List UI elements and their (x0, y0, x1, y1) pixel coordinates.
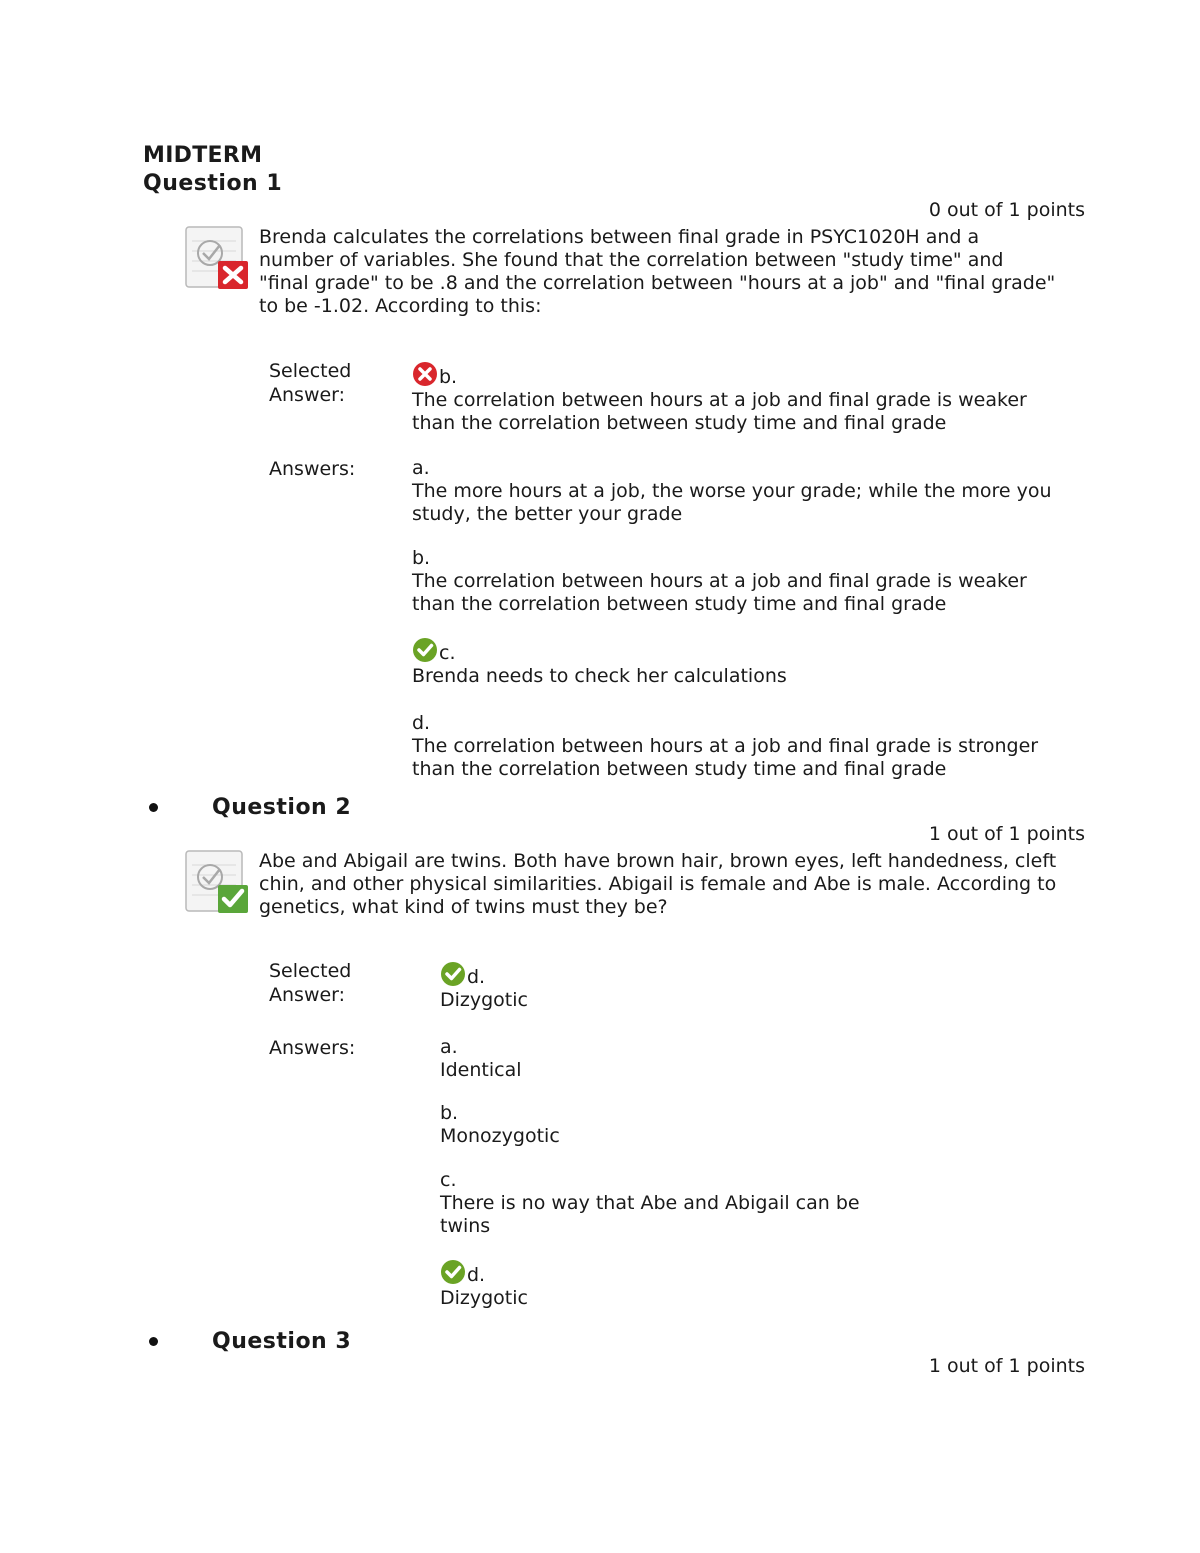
incorrect-mark-icon (412, 361, 438, 387)
question-2-text: Abe and Abigail are twins. Both have brown hair, brown eyes, left handedness, cleft chin, and other physical similarities. Abigail is female and Abe is male. According to genetics, what kind of twins must they be? (259, 850, 1057, 918)
answer-text: Dizygotic (440, 1287, 528, 1309)
answer-text: Monozygotic (440, 1125, 560, 1147)
answer-text: Brenda needs to check her calculations (412, 665, 787, 687)
answer-option (440, 1169, 860, 1238)
bullet (149, 1337, 158, 1346)
answer-text: The more hours at a job, the worse your grade; while the more you study, the better your grade (412, 480, 1052, 525)
selected-answer-label: Selected Answer: (269, 960, 352, 1006)
answer-letter: d. (412, 712, 431, 734)
answer-option-correct (412, 637, 1072, 688)
selected-answer-text: Dizygotic (440, 989, 528, 1011)
answer-letter: a. (440, 1036, 458, 1058)
selected-answer-letter: b. (439, 366, 458, 388)
incorrect-icon (184, 225, 252, 293)
selected-answer-letter: d. (467, 966, 486, 988)
selected-answer (412, 361, 1072, 435)
answer-text: The correlation between hours at a job and final grade is weaker than the correlation between study time and final grade (412, 570, 1027, 615)
correct-mark-icon (440, 1259, 466, 1285)
question-3-points: 1 out of 1 points (928, 1355, 1085, 1377)
correct-icon (184, 849, 252, 917)
question-3-heading: Question 3 (212, 1329, 352, 1354)
answer-letter: b. (412, 547, 431, 569)
answer-text: The correlation between hours at a job and final grade is stronger than the correlation between study time and final grade (412, 735, 1039, 780)
question-2-heading: Question 2 (212, 795, 352, 820)
answer-text: Identical (440, 1059, 522, 1081)
answer-letter: d. (467, 1264, 486, 1286)
answer-letter: c. (440, 1169, 457, 1191)
answer-letter: b. (440, 1102, 459, 1124)
answer-letter: c. (439, 642, 456, 664)
answer-letter: a. (412, 457, 430, 479)
answer-option (440, 1036, 860, 1082)
selected-answer-label: Selected Answer: (269, 360, 352, 406)
question-1-heading: Question 1 (143, 171, 283, 196)
answer-option (412, 712, 1072, 781)
answers-label: Answers: (269, 1037, 356, 1059)
correct-mark-icon (412, 637, 438, 663)
selected-answer (440, 961, 1080, 1012)
selected-answer-text: The correlation between hours at a job and final grade is weaker than the correlation between study time and final grade (412, 389, 1027, 434)
correct-mark-icon (440, 961, 466, 987)
answer-option (412, 457, 1072, 526)
answer-option-correct (440, 1259, 860, 1310)
question-1-points: 0 out of 1 points (928, 199, 1085, 221)
document-title: MIDTERM (143, 143, 263, 168)
answer-text: There is no way that Abe and Abigail can be twins (440, 1192, 860, 1237)
answer-option (412, 547, 1072, 616)
answer-option (440, 1102, 860, 1148)
answers-label: Answers: (269, 458, 356, 480)
question-1-text: Brenda calculates the correlations between final grade in PSYC1020H and a number of variables. She found that the correlation between "study time" and "final grade" to be .8 and the correlation between "hours at a job" and "final grade" to be -1.02. According to this: (259, 226, 1056, 317)
question-2-points: 1 out of 1 points (928, 823, 1085, 845)
bullet (149, 803, 158, 812)
